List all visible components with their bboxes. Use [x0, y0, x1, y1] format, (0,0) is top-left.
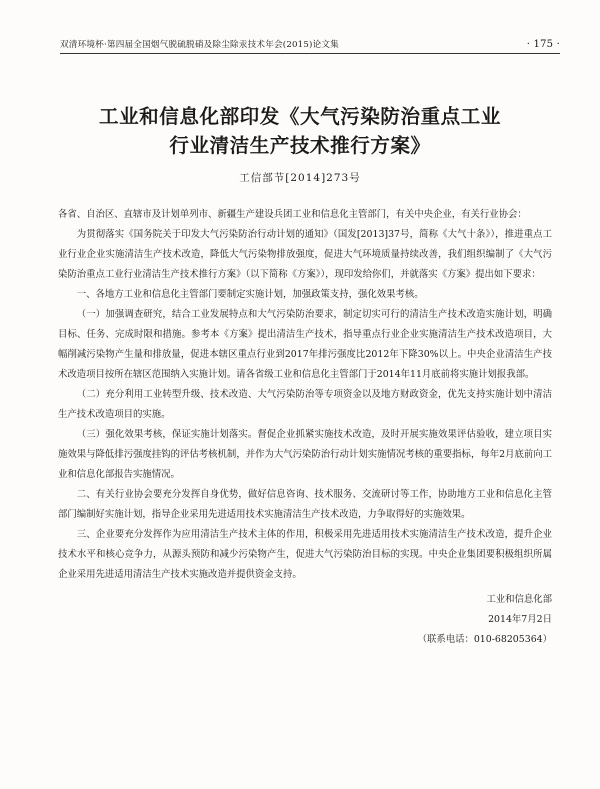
title-line-1: 工业和信息化部印发《大气污染防治重点工业 — [98, 105, 501, 128]
document-title — [0, 102, 600, 160]
issue-date: 2014年7月2日 — [488, 614, 552, 625]
paragraph: （一）加强调查研究，结合工业发展特点和大气污染防治要求，制定切实可行的清洁生产技术改造实施计划，明确目标、任务、完成时限和措施。参考本《方案》提出清洁生产技术，指导重点行业企业实施清洁生产技术改造项目，大幅削减污染物产生量和排放量，促进本辖区重点行业到2017年排污强度比2012年下降30%以上。中央企业清洁生产技术改造项目按所在辖区范围纳入实施计划。请各省级工业和信息化主管部门于2014年11月底前将实施计划报我部。 — [58, 309, 552, 380]
contact-phone: （联系电话：010-68205364） — [417, 634, 552, 645]
document-number: 工信部节[2014]273号 — [239, 172, 361, 184]
salutation: 各省、自治区、直辖市及计划单列市、新疆生产建设兵团工业和信息化主管部门，有关中央企业，有关行业协会： — [58, 209, 527, 220]
paragraph: 二、有关行业协会要充分发挥自身优势，做好信息咨询、技术服务、交流研讨等工作，协助地方工业和信息化主管部门编制好实施计划，指导企业采用先进适用技术实施清洁生产技术改造，力争取得好的实施效果。 — [58, 489, 552, 520]
paragraph: 为贯彻落实《国务院关于印发大气污染防治行动计划的通知》（国发[2013]37号，简称《大气十条》），推进重点工业行业企业实施清洁生产技术改造，降低大气污染物排放强度，促进大气环境质量持续改善，我们组织编制了《大气污染防治重点工业行业清洁生产技术推行方案》（以下简称《方案》），现印发给你们，并就落实《方案》提出如下要求： — [58, 229, 552, 280]
body-text — [58, 205, 552, 585]
signature-block — [418, 590, 552, 650]
paragraph: 三、企业要充分发挥作为应用清洁生产技术主体的作用，积极采用先进适用技术实施清洁生产技术改造，提升企业技术水平和核心竞争力，从源头预防和减少污染物产生，促进大气污染防治目标的实现。中央企业集团要积极组织所属企业采用先进适用清洁生产技术实施改造并提供资金支持。 — [58, 529, 552, 580]
running-title: 双清环境杯·第四届全国烟气脱硫脱硝及除尘除汞技术年会(2015)论文集 — [60, 40, 339, 50]
paragraph: （二）充分利用工业转型升级、技术改造、大气污染防治等专项资金以及地方财政资金，优先支持实施计划中清洁生产技术改造项目的实施。 — [58, 389, 552, 420]
page-number: · 175 · — [526, 39, 560, 50]
title-line-2: 行业清洁生产技术推行方案》 — [169, 134, 431, 157]
paragraph: 一、各地方工业和信息化主管部门要制定实施计划，加强政策支持，强化效果考核。 — [76, 289, 424, 300]
issuer: 工业和信息化部 — [486, 594, 552, 605]
paragraph: （三）强化效果考核，保证实施计划落实。督促企业抓紧实施技术改造，及时开展实施效果评估验收，建立项目实施效果与降低排污强度挂钩的评估考核机制，并作为大气污染防治行动计划实施情况考核的重要指标，每年2月底前向工业和信息化部报告实施情况。 — [58, 429, 552, 480]
running-header — [60, 38, 560, 54]
